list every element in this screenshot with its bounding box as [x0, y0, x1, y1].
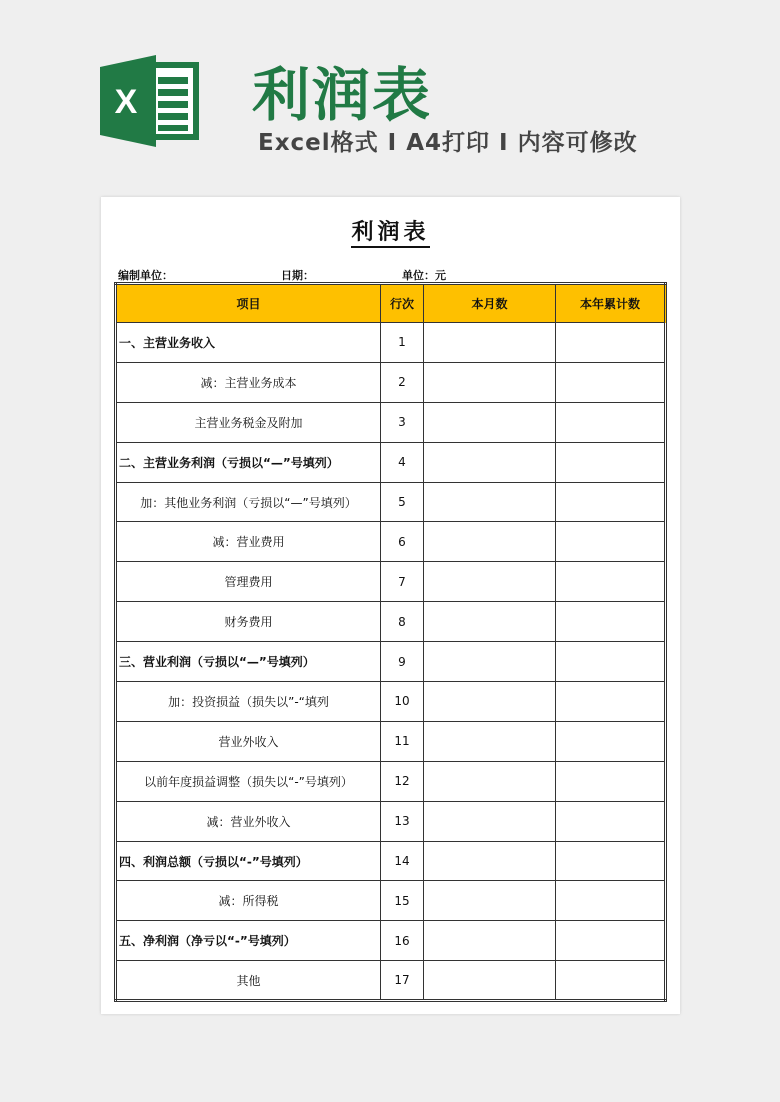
item-cell: 减：所得税	[116, 881, 381, 921]
ytd-value-cell[interactable]	[556, 921, 666, 961]
header-ytd: 本年累计数	[556, 284, 666, 323]
ytd-value-cell[interactable]	[556, 362, 666, 402]
ytd-value-cell[interactable]	[556, 961, 666, 1001]
ytd-value-cell[interactable]	[556, 482, 666, 522]
month-value-cell[interactable]	[424, 522, 556, 562]
line-no-cell: 17	[381, 961, 424, 1001]
org-label: 编制单位：	[118, 269, 173, 282]
month-value-cell[interactable]	[424, 402, 556, 442]
line-no-cell: 12	[381, 761, 424, 801]
line-no-cell: 10	[381, 682, 424, 722]
table-row	[116, 841, 666, 881]
month-value-cell[interactable]	[424, 881, 556, 921]
month-value-cell[interactable]	[424, 602, 556, 642]
line-no-cell: 8	[381, 602, 424, 642]
line-no-cell: 6	[381, 522, 424, 562]
ytd-value-cell[interactable]	[556, 682, 666, 722]
table-row	[116, 961, 666, 1001]
table-row	[116, 522, 666, 562]
header-line-no: 行次	[381, 284, 424, 323]
month-value-cell[interactable]	[424, 362, 556, 402]
ytd-value-cell[interactable]	[556, 442, 666, 482]
excel-logo-icon	[100, 55, 200, 147]
document-page	[101, 197, 680, 1014]
item-cell: 减：营业费用	[116, 522, 381, 562]
header-month: 本月数	[424, 284, 556, 323]
table-row	[116, 921, 666, 961]
line-no-cell: 15	[381, 881, 424, 921]
line-no-cell: 7	[381, 562, 424, 602]
table-row	[116, 642, 666, 682]
item-cell: 减：营业外收入	[116, 801, 381, 841]
item-cell: 减：主营业务成本	[116, 362, 381, 402]
svg-text:X: X	[114, 83, 138, 121]
line-no-cell: 16	[381, 921, 424, 961]
date-label: 日期：	[281, 269, 314, 282]
header-item: 项目	[116, 284, 381, 323]
ytd-value-cell[interactable]	[556, 402, 666, 442]
ytd-value-cell[interactable]	[556, 323, 666, 363]
ytd-value-cell[interactable]	[556, 562, 666, 602]
table-row	[116, 721, 666, 761]
month-value-cell[interactable]	[424, 482, 556, 522]
item-cell: 加：投资损益（损失以”-“填列	[116, 682, 381, 722]
month-value-cell[interactable]	[424, 323, 556, 363]
month-value-cell[interactable]	[424, 801, 556, 841]
income-statement-table	[114, 282, 667, 1002]
item-cell: 主营业务税金及附加	[116, 402, 381, 442]
ytd-value-cell[interactable]	[556, 801, 666, 841]
banner-subtitle: Excel格式 I A4打印 I 内容可修改	[258, 130, 638, 156]
item-cell: 二、主营业务利润（亏损以“—”号填列）	[116, 442, 381, 482]
line-no-cell: 9	[381, 642, 424, 682]
table-row	[116, 801, 666, 841]
month-value-cell[interactable]	[424, 562, 556, 602]
item-cell: 财务费用	[116, 602, 381, 642]
ytd-value-cell[interactable]	[556, 642, 666, 682]
item-cell: 加：其他业务利润（亏损以“—”号填列）	[116, 482, 381, 522]
line-no-cell: 11	[381, 721, 424, 761]
item-cell: 四、利润总额（亏损以“-”号填列）	[116, 841, 381, 881]
table-row	[116, 362, 666, 402]
table-row	[116, 402, 666, 442]
banner-title: 利润表	[252, 61, 433, 129]
table-row	[116, 602, 666, 642]
line-no-cell: 14	[381, 841, 424, 881]
item-cell: 以前年度损益调整（损失以“-”号填列）	[116, 761, 381, 801]
month-value-cell[interactable]	[424, 442, 556, 482]
table-row	[116, 881, 666, 921]
ytd-value-cell[interactable]	[556, 602, 666, 642]
table-row	[116, 761, 666, 801]
line-no-cell: 1	[381, 323, 424, 363]
table-row	[116, 682, 666, 722]
month-value-cell[interactable]	[424, 642, 556, 682]
table-row	[116, 562, 666, 602]
line-no-cell: 2	[381, 362, 424, 402]
ytd-value-cell[interactable]	[556, 522, 666, 562]
month-value-cell[interactable]	[424, 921, 556, 961]
ytd-value-cell[interactable]	[556, 841, 666, 881]
ytd-value-cell[interactable]	[556, 881, 666, 921]
document-title: 利润表	[101, 215, 680, 246]
line-no-cell: 13	[381, 801, 424, 841]
line-no-cell: 3	[381, 402, 424, 442]
ytd-value-cell[interactable]	[556, 721, 666, 761]
unit-label: 单位：元	[402, 269, 446, 282]
month-value-cell[interactable]	[424, 682, 556, 722]
item-cell: 营业外收入	[116, 721, 381, 761]
line-no-cell: 4	[381, 442, 424, 482]
ytd-value-cell[interactable]	[556, 761, 666, 801]
month-value-cell[interactable]	[424, 761, 556, 801]
month-value-cell[interactable]	[424, 721, 556, 761]
table-header-row	[116, 284, 666, 323]
month-value-cell[interactable]	[424, 961, 556, 1001]
month-value-cell[interactable]	[424, 841, 556, 881]
table-row	[116, 482, 666, 522]
table-row	[116, 323, 666, 363]
item-cell: 三、营业利润（亏损以“—”号填列）	[116, 642, 381, 682]
line-no-cell: 5	[381, 482, 424, 522]
item-cell: 管理费用	[116, 562, 381, 602]
table-row	[116, 442, 666, 482]
item-cell: 五、净利润（净亏以“-”号填列）	[116, 921, 381, 961]
item-cell: 其他	[116, 961, 381, 1001]
item-cell: 一、主营业务收入	[116, 323, 381, 363]
